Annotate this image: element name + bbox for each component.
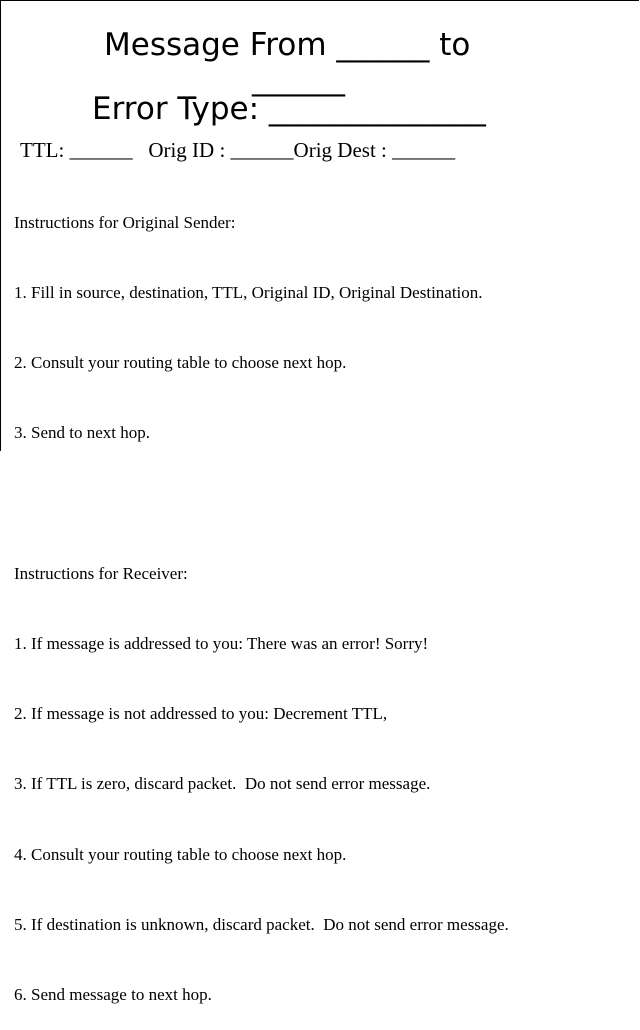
sender-step-2: 2. Consult your routing table to choose next hop.	[14, 353, 347, 373]
receiver-step-2: 2. If message is not addressed to you: Decrement TTL,	[14, 704, 388, 724]
message-from-to-line: Message From ______ to	[104, 27, 471, 63]
receiver-step-5: 5. If destination is unknown, discard packet. Do not send error message.	[14, 914, 509, 934]
message-to-blank: ______	[252, 61, 345, 97]
sender-step-1: 1. Fill in source, destination, TTL, Original ID, Original Destination.	[14, 283, 483, 303]
sender-step-3: 3. Send to next hop.	[14, 423, 150, 443]
instructions-block	[14, 164, 509, 1030]
sender-instructions-heading: Instructions for Original Sender:	[14, 212, 236, 232]
ttl-origid-origdest-fields: TTL: ______ Orig ID : ______Orig Dest : ______	[20, 138, 456, 162]
receiver-step-1: 1. If message is addressed to you: There was an error! Sorry!	[14, 634, 429, 654]
error-type-line: Error Type: ______________	[92, 91, 486, 127]
receiver-step-6: 6. Send message to next hop.	[14, 985, 212, 1005]
receiver-step-4: 4. Consult your routing table to choose next hop.	[14, 844, 347, 864]
blank-spacer	[14, 492, 509, 515]
receiver-step-3: 3. If TTL is zero, discard packet. Do not send error message.	[14, 774, 431, 794]
receiver-instructions-heading: Instructions for Receiver:	[14, 563, 188, 583]
